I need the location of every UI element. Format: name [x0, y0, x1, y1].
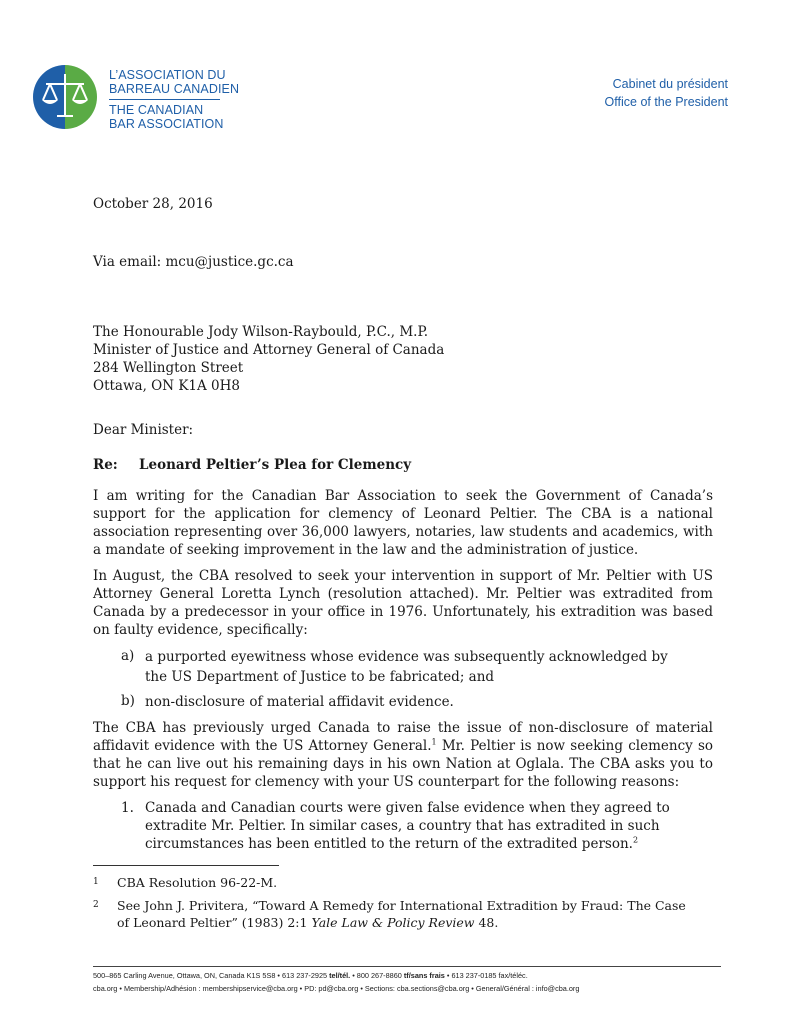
footnote-divider — [93, 865, 279, 866]
recipient-address — [93, 323, 444, 395]
footnote-text-a: See John J. Privitera, “Toward A Remedy for International Extradition by Fraud: The Case of Leonard Peltier” (1983) 2:1 — [117, 898, 686, 930]
office-heading — [605, 75, 728, 111]
address-line: Ottawa, ON K1A 0H8 — [93, 378, 240, 394]
numbered-item-1 — [121, 799, 701, 853]
footnote-text-b: 48. — [474, 915, 499, 930]
paragraph-3-part-a: The CBA has previously urged Canada to raise the issue of non-disclosure of material affidavit evidence with the US Attorney General. — [93, 720, 713, 754]
list-marker: b) — [121, 693, 135, 709]
footnote-ref-2[interactable]: 2 — [632, 835, 639, 845]
footnote-text: CBA Resolution 96-22-M. — [117, 875, 278, 890]
re-line — [93, 456, 411, 474]
footnote-number: 1 — [93, 877, 99, 887]
footer-address-a: 500–865 Carling Avenue, Ottawa, ON, Canada K1S 5S8 • 613 237-2925 — [93, 971, 330, 980]
footer-divider — [93, 966, 721, 967]
footnote-number: 2 — [93, 900, 99, 910]
logo-line-4: BAR ASSOCIATION — [109, 117, 224, 131]
numbered-item-body: Canada and Canadian courts were given false evidence when they agreed to extradite Mr. Peltier. In similar cases, a country that has extradited in such circumstances has been entitled to the return of the extradited person. — [145, 800, 670, 852]
paragraph-3 — [93, 719, 713, 791]
list-item-text: non-disclosure of material affidavit evidence. — [145, 694, 454, 710]
logo-line-1: L’ASSOCIATION DU — [109, 68, 226, 82]
address-line: Minister of Justice and Attorney General of Canada — [93, 342, 445, 358]
footer-tollfree-label: tf/sans frais — [403, 971, 445, 980]
scales-of-justice-icon — [32, 64, 98, 130]
footer-address-e: • 613 237-0185 fax/téléc. — [444, 971, 528, 980]
office-en: Office of the President — [604, 95, 728, 109]
list-item-text: a purported eyewitness whose evidence was subsequently acknowledged by the US Department of Justice to be fabricated; and — [145, 649, 668, 685]
list-marker: 1. — [121, 800, 134, 816]
salutation: Dear Minister: — [93, 422, 194, 438]
logo-line-3: THE CANADIAN — [109, 103, 204, 117]
address-line: The Honourable Jody Wilson-Raybould, P.C., M.P. — [93, 324, 429, 340]
footer-tel-label: tel/tél. — [329, 971, 351, 980]
list-marker: a) — [121, 648, 135, 664]
footnote-ref-1[interactable]: 1 — [431, 737, 437, 747]
address-line: 284 Wellington Street — [93, 360, 244, 376]
footnote-1 — [93, 874, 693, 891]
logo-wordmark — [109, 68, 239, 131]
footer-address-c: • 800 267-8860 — [350, 971, 404, 980]
re-subject: Leonard Peltier’s Plea for Clemency — [139, 457, 412, 473]
numbered-item-text — [145, 799, 701, 853]
paragraph-2: In August, the CBA resolved to seek your intervention in support of Mr. Peltier with US Attorney General Loretta Lynch (resolution attached). Mr. Peltier was extradited from Canada by a predecessor in your office in 1976. Unfortunately, his extradition was based on faulty evidence, specifically: — [93, 568, 713, 638]
footnote-text — [117, 897, 693, 931]
logo-divider — [109, 99, 220, 100]
footnote-2 — [93, 897, 693, 931]
list-item-a — [121, 647, 681, 687]
footer-address — [93, 970, 528, 982]
paragraph-1: I am writing for the Canadian Bar Association to seek the Government of Canada’s support for the application for clemency of Leonard Peltier. The CBA is a national association representing over 36,000 lawyers, notaries, law students and academics, with a mandate of seeking improvement in the law and the administration of justice. — [93, 488, 713, 558]
footnote-journal: Yale Law & Policy Review — [311, 915, 475, 930]
letter-date: October 28, 2016 — [93, 196, 213, 212]
list-item-b — [121, 692, 681, 712]
re-label: Re: — [93, 457, 118, 473]
office-fr: Cabinet du président — [612, 77, 728, 91]
logo-line-2: BARREAU CANADIEN — [109, 82, 240, 96]
via-email: Via email: mcu@justice.gc.ca — [93, 254, 294, 270]
paragraph-3-part-b: Mr. Peltier is now seeking clemency so that he can live out his remaining days in his own Nation at Oglala. The CBA asks you to support his request for clemency with your US counterpart for the following reasons: — [93, 738, 714, 790]
footer-contacts: cba.org • Membership/Adhésion : membershipservice@cba.org • PD: pd@cba.org • Sections: cba.sections@cba.org • General/Général : info@cba.org — [93, 984, 580, 993]
